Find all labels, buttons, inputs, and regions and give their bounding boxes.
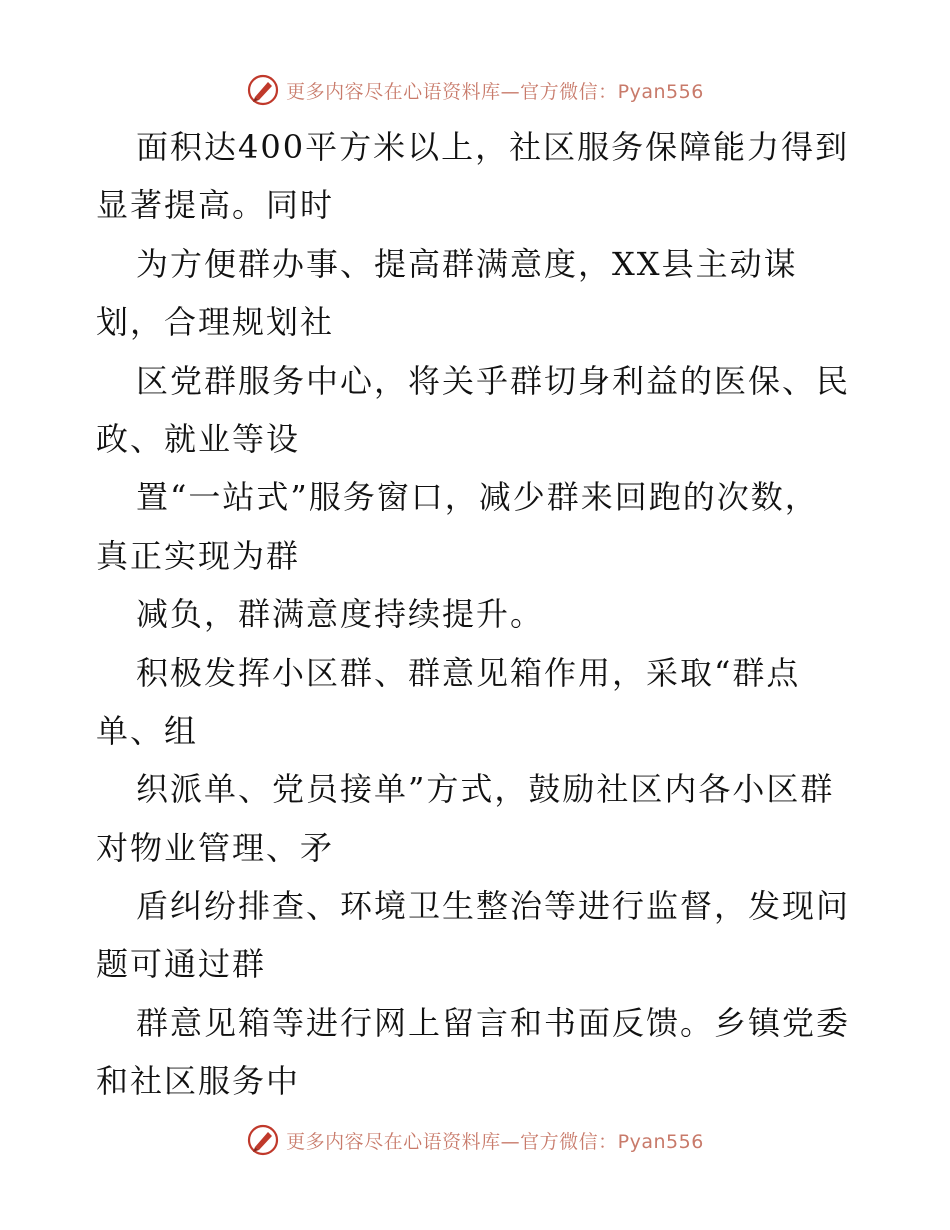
watermark-header (0, 70, 950, 110)
text-line: 面积达400平方米以上，社区服务保障能力得到 (136, 128, 850, 166)
text-line: 减负，群满意度持续提升。 (136, 595, 545, 634)
text-line: 盾纠纷排查、环境卫生整治等进行监督，发现问 (136, 887, 851, 926)
watermark-text: 更多内容尽在心语资料库—官方微信：Pyan556 (286, 1130, 704, 1153)
text-line: 划，合理规划社 (96, 303, 335, 342)
text-line: 政、就业等设 (96, 419, 301, 458)
text-line: 和社区服务中 (96, 1062, 301, 1101)
pen-logo-icon (246, 1123, 280, 1157)
text-line: 织派单、党员接单”方式，鼓励社区内各小区群 (136, 770, 835, 809)
text-line: 真正实现为群 (96, 536, 301, 575)
text-line: 群意见箱等进行网上留言和书面反馈。乡镇党委 (136, 1003, 851, 1042)
text-line: 对物业管理、矛 (96, 828, 335, 867)
text-line: 积极发挥小区群、群意见箱作用，采取“群点 (136, 653, 801, 692)
text-line: 为方便群办事、提高群满意度，XX县主动谋 (136, 244, 798, 283)
text-line: 置“一站式”服务窗口，减少群来回跑的次数， (136, 478, 819, 517)
watermark-footer (0, 1120, 950, 1160)
text-line: 题可通过群 (96, 945, 267, 984)
document-body (96, 118, 856, 1111)
text-line: 显著提高。同时 (96, 186, 335, 225)
text-line: 单、组 (96, 711, 199, 750)
pen-logo-icon (246, 73, 280, 107)
text-line: 区党群服务中心，将关乎群切身利益的医保、民 (136, 361, 851, 400)
watermark-text: 更多内容尽在心语资料库—官方微信：Pyan556 (286, 80, 704, 103)
